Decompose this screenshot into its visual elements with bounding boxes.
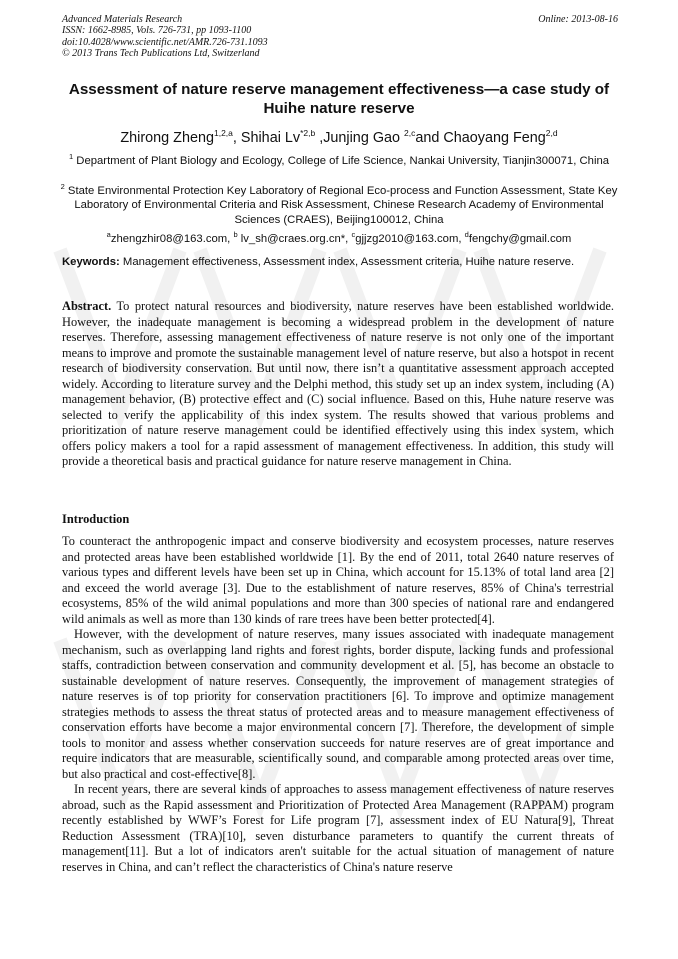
- abstract-label: Abstract.: [62, 299, 112, 313]
- online-date: Online: 2013-08-16: [538, 14, 618, 25]
- email-mark: d: [464, 230, 469, 239]
- email: lv_sh@craes.org.cn*,: [237, 232, 352, 245]
- author-affiliation-mark: 2,d: [545, 128, 558, 138]
- paragraph: To counteract the anthropogenic impact and conserve biodiversity and ecosystem processes, nature reserves and protected areas have been established worldwide [1]. By the end of 2011, total 2640 nature reserves of various types and different levels have been set up in China, which account for 15.13% of total land area [2] and exceed the world average [3]. Due to the establishment of nature reserves, 85% of China's terrestrial ecosystems, 85% of the wild animal populations and more than 300 species of national rare and endangered wild animals as well as more than 130 kinds of rare trees have been better protected[4].: [62, 534, 614, 626]
- author-name: , Shihai Lv: [232, 129, 301, 146]
- keywords-text: Management effectiveness, Assessment index, Assessment criteria, Huihe nature reserve.: [119, 256, 575, 268]
- introduction-body: [62, 534, 614, 875]
- copyright-line: © 2013 Trans Tech Publications Ltd, Switzerland: [62, 48, 260, 60]
- doi-line: doi:10.4028/www.scientific.net/AMR.726-731.1093: [62, 36, 268, 48]
- author-name: and Chaoyang Feng: [415, 129, 546, 146]
- affiliation-number: 1: [68, 152, 74, 161]
- email-list: [56, 228, 622, 246]
- keywords-label: Keywords:: [62, 256, 120, 268]
- email: fengchy@gmail.com: [468, 232, 572, 245]
- paragraph: However, with the development of nature reserves, many issues associated with inadequate management mechanism, such as overlapping land rights and forest rights, border dispute, lacking funds and professional staffs, contradiction between conservation and community development et al. [5], has become an obstacle to sustainable development of nature reserves. Consequently, the improvement of management strategies of nature reserves is of top priority for conservation practitioners [6]. To improve and optimize management strategies methods to assess the threat status of protected areas and to measure management effectiveness of conservation efforts have become a major environmental concern [7]. Therefore, the development of simple tools to monitor and assess whether conservation succeeds for nature reserves are of great importance and require indicators that are measurable, scientifically sound, and comparable among protected areas over time, but also practical and cost-effective[8].: [62, 627, 614, 781]
- abstract: [62, 299, 614, 470]
- affiliation-2: [56, 180, 622, 228]
- journal-header: [62, 14, 618, 60]
- issn-line: ISSN: 1662-8985, Vols. 726-731, pp 1093-1100: [62, 25, 252, 37]
- journal-name: Advanced Materials Research: [62, 14, 183, 25]
- affiliation-number: 2: [60, 182, 65, 191]
- affiliation-text: State Environmental Protection Key Laboratory of Regional Eco-process and Function Assessment, State Key Laboratory of Environmental Criteria and Risk Assessment, Chinese Research Academy of Environmental Sciences (CRAES), Beijing100012, China: [64, 184, 618, 226]
- author-list: [56, 124, 622, 147]
- author-affiliation-mark: 2,c: [404, 128, 416, 138]
- email: gjjzg2010@163.com,: [355, 232, 465, 245]
- author-affiliation-mark: 1,2,a: [213, 128, 233, 138]
- email-mark: a: [106, 230, 111, 239]
- email: zhengzhir08@163.com,: [110, 232, 234, 245]
- author-name: ,Junjing Gao: [315, 129, 405, 146]
- email-mark: c: [351, 230, 356, 239]
- paper-title: Assessment of nature reserve management effectiveness—a case study of Huihe nature reserve: [68, 81, 610, 117]
- abstract-text: To protect natural resources and biodiversity, nature reserves have been established worldwide. However, the inadequate management is becoming a widespread problem in the development of nature reserves. Therefore, assessing management effectiveness of nature reserve is not only one of the important means to improve and promote the sustainable management level of nature reserve, but also a hotspot in recent research of biodiversity conservation. But until now, there isn’t a quantitative assessment approach accepted widely. According to literature survey and the Delphi method, this study set up an index system, including (A) management behavior, (B) protective effect and (C) social influence. Based on this, Huhe nature reserve was selected to verify the applicability of this index system. The results showed that various problems and prioritization of nature reserve management could be identified effectively using this index system, which offers policy makers a tool for a rapid assessment of management effectiveness. In addition, this study will provide a theoretical basis and practical guidance for nature reserve management in China.: [62, 299, 614, 468]
- affiliation-text: Department of Plant Biology and Ecology, College of Life Science, Nankai University, Tianjin300071, China: [73, 154, 610, 167]
- email-mark: b: [233, 230, 238, 239]
- keywords: [62, 256, 618, 270]
- author-affiliation-mark: *2,b: [300, 128, 316, 138]
- author-name: Zhirong Zheng: [120, 129, 214, 146]
- paragraph: In recent years, there are several kinds of approaches to assess management effectiveness of nature reserves abroad, such as the Rapid assessment and Prioritization of Protected Area Management (RAPPAM) program recently established by WWF’s Forest for Life program [7], assessment index of EU Natura[9], Threat Reduction Assessment (TRA)[10], seven disturbance parameters to quantify the current threats of management[11]. But a lot of indicators aren't suitable for the actual situation of management of nature reserves in China, and can’t reflect the characteristics of China's nature reserve: [62, 782, 614, 874]
- section-heading-introduction: Introduction: [62, 512, 130, 526]
- affiliation-1: [56, 150, 622, 168]
